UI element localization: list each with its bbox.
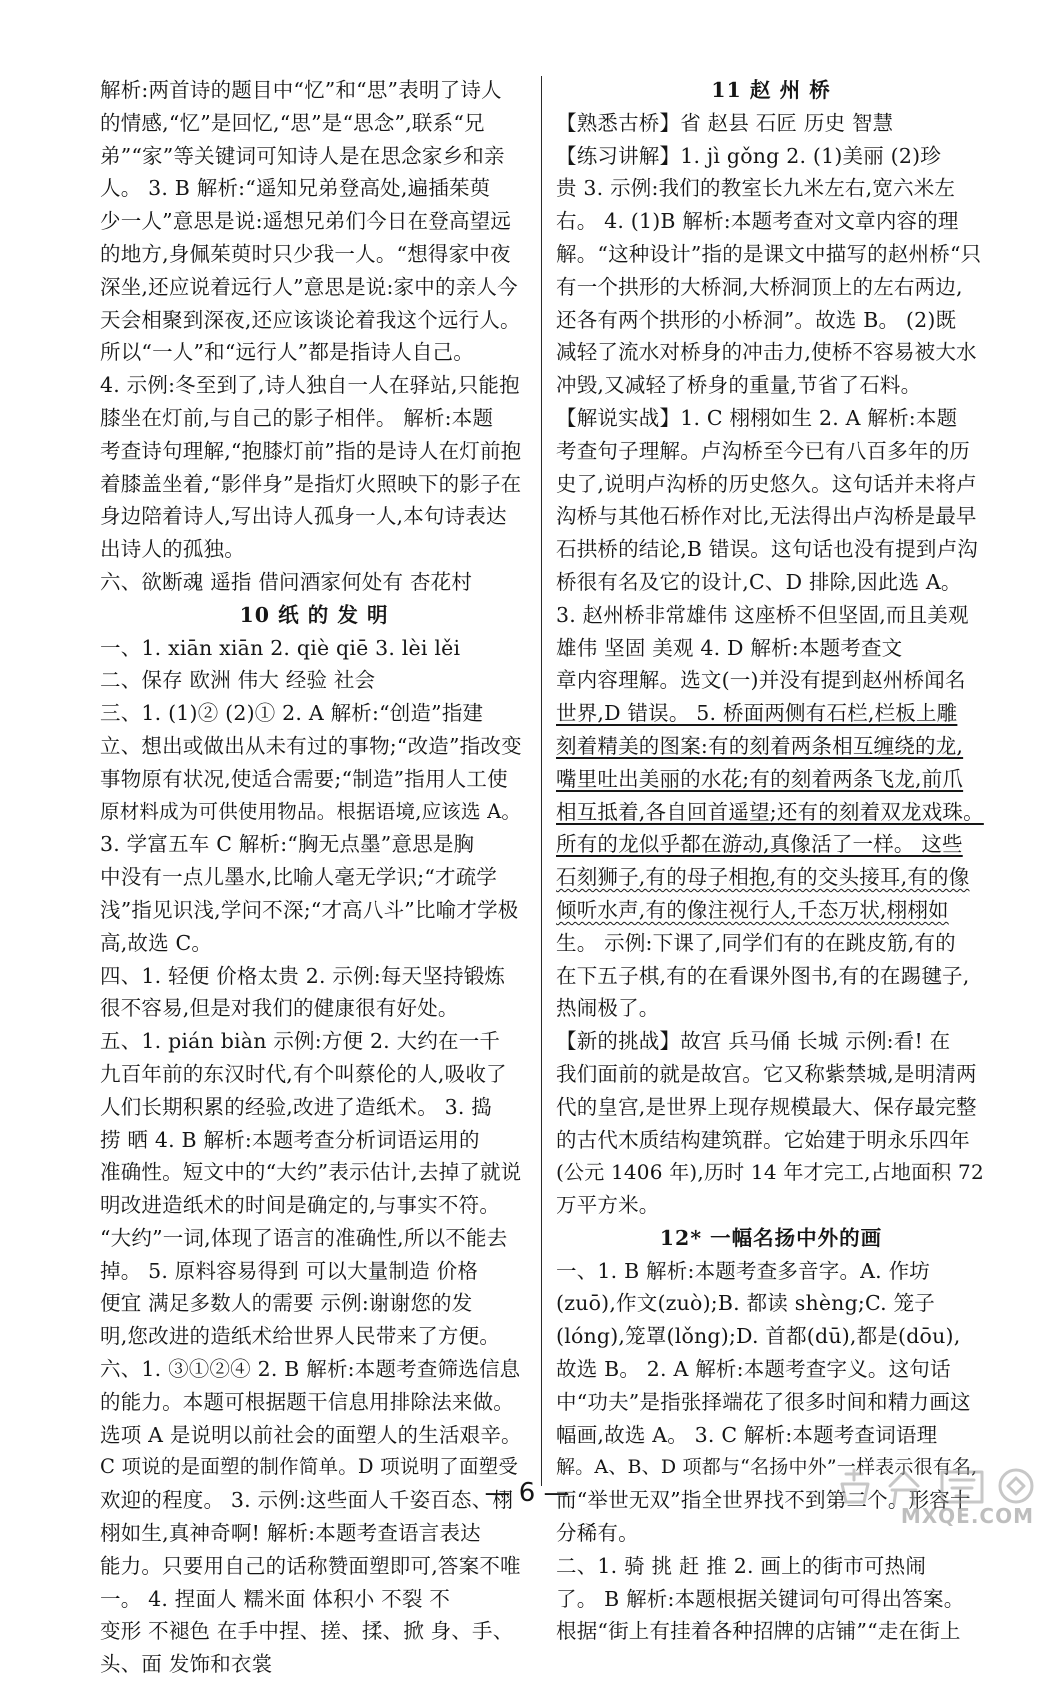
answer-line: 石拱桥的结论,B 错误。这句话也没有提到卢沟 — [556, 537, 978, 562]
answer-line: 右。 4. (1)B 解析:本题考查对文章内容的理 — [556, 209, 959, 234]
answer-line: 故选 B。 2. A 解析:本题考查字义。这句话 — [556, 1357, 951, 1382]
answer-line: 代的皇宫,是世界上现存规模最大、保存最完整 — [556, 1094, 977, 1119]
answer-line: 热闹极了。 — [556, 996, 660, 1021]
answer-line: 着膝盖坐着,“影伴身”是指灯火照映下的影子在 — [100, 471, 522, 496]
answer-line: 天会相聚到深夜,还应该谈论着我这个远行人。 — [100, 307, 521, 332]
answer-line: 一、1. B 解析:本题考查多音字。A. 作坊 — [556, 1258, 930, 1283]
answer-line: 史了,说明卢沟桥的历史悠久。这句话并未将卢 — [556, 471, 977, 496]
answer-line: 减轻了流水对桥身的冲击力,使桥不容易被大水 — [556, 340, 977, 365]
answer-line: 立、想出或做出从未有过的事物;“改造”指改变 — [100, 733, 522, 758]
answer-line: 分稀有。 — [556, 1521, 639, 1546]
answer-line: 出诗人的孤独。 — [100, 537, 245, 562]
column-divider — [541, 76, 542, 1486]
answer-line: 六、1. ③①②④ 2. B 解析:本题考查筛选信息 — [100, 1357, 521, 1382]
answer-line: 的情感,“忆”是回忆,“思”是“思念”,联系“兄 — [100, 110, 485, 135]
answer-line: 嘴里吐出美丽的水花;有的刻着两条飞龙,前爪 — [556, 766, 964, 791]
answer-line: 解。A、B、D 项都与“名扬中外”一样表示很有名, — [556, 1456, 978, 1479]
answer-line: 章内容理解。选文(一)并没有提到赵州桥闻名 — [556, 668, 966, 693]
answer-line: 还各有两个拱形的小桥洞”。故选 B。 (2)既 — [556, 307, 957, 332]
answer-line: 解析:两首诗的题目中“忆”和“思”表明了诗人 — [100, 78, 502, 102]
answer-line: 二、1. 骑 挑 赶 推 2. 画上的街市可热闹 — [556, 1553, 927, 1578]
answer-line: 高,故选 C。 — [100, 930, 213, 955]
answer-line: 捞 晒 4. B 解析:本题考查分析词语运用的 — [100, 1127, 480, 1152]
answer-line: 中“功夫”是指张择端花了很多时间和精力画这 — [556, 1389, 971, 1414]
answer-line: (lóng),笼罩(lǒng);D. 首都(dū),都是(dōu), — [556, 1324, 961, 1349]
answer-line: 的地方,身佩茱萸时只少我一人。“想得家中夜 — [100, 241, 511, 266]
answer-line: 【练习讲解】1. jì gǒng 2. (1)美丽 (2)珍 — [556, 143, 941, 168]
answer-line: 六、欲断魂 遥指 借问酒家何处有 杏花村 — [100, 569, 473, 594]
answer-line: 解。“这种设计”指的是课文中描写的赵州桥“只 — [556, 241, 982, 266]
answer-line: 沟桥与其他石桥作对比,无法得出卢沟桥是最早 — [556, 504, 977, 529]
answer-line: 【解说实战】1. C 栩栩如生 2. A 解析:本题 — [556, 405, 958, 430]
right-answer-column — [556, 74, 986, 1648]
answer-line: 生。 示例:下课了,同学们有的在跳皮筋,有的 — [556, 930, 956, 955]
watermark-logo — [832, 1466, 1040, 1506]
answer-line: 人们长期积累的经验,改进了造纸术。 3. 捣 — [100, 1094, 493, 1119]
answer-line: 3. 学富五车 C 解析:“胸无点墨”意思是胸 — [100, 832, 475, 857]
answer-line: 栩如生,真神奇啊! 解析:本题考查语言表达 — [100, 1521, 481, 1546]
answer-line: 所以“一人”和“远行人”都是指诗人自己。 — [100, 340, 474, 365]
answer-line: 掉。 5. 原料容易得到 可以大量制造 价格 — [100, 1258, 479, 1283]
answer-line: 九百年前的东汉时代,有个叫蔡伦的人,吸收了 — [100, 1061, 507, 1086]
answer-line: 一。 4. 捏面人 糯米面 体积小 不裂 不 — [100, 1586, 451, 1611]
page-number: — 6 — — [484, 1478, 570, 1508]
answer-line: 明改进造纸术的时间是确定的,与事实不符。 — [100, 1193, 501, 1218]
answer-line: 很不容易,但是对我们的健康很有好处。 — [100, 996, 459, 1021]
answer-line: 五、1. pián biàn 示例:方便 2. 大约在一千 — [100, 1029, 501, 1054]
answer-line: 所有的龙似乎都在游动,真像活了一样。 这些 — [556, 832, 963, 857]
answer-line: 膝坐在灯前,与自己的影子相伴。 解析:本题 — [100, 405, 494, 430]
section-title: 10 纸 的 发 明 — [239, 602, 389, 627]
answer-line: 欢迎的程度。 3. 示例:这些面人千姿百态、栩 — [100, 1488, 514, 1513]
answer-line: 雄伟 坚固 美观 4. D 解析:本题考查文 — [556, 635, 903, 660]
answer-line: 有一个拱形的大桥洞,大桥洞顶上的左右两边, — [556, 274, 963, 299]
answer-line: 四、1. 轻便 价格太贵 2. 示例:每天坚持锻炼 — [100, 963, 506, 988]
answer-line: 深坐,还应说着远行人”意思是说:家中的亲人今 — [100, 274, 518, 299]
answer-line: 了。 B 解析:本题根据关键词句可得出答案。 — [556, 1586, 965, 1611]
answer-line: 刻着精美的图案:有的刻着两条相互缠绕的龙, — [556, 733, 964, 758]
answer-line: 少一人”意思是说:遥想兄弟们今日在登高望远 — [100, 209, 512, 234]
answer-line: 桥很有名及它的设计,C、D 排除,因此选 A。 — [556, 569, 962, 594]
answer-line: 头、面 发饰和衣裳 — [100, 1652, 273, 1677]
answer-line: 倾听水声,有的像注视行人,千态万状,栩栩如 — [556, 897, 949, 922]
answer-line: 便宜 满足多数人的需要 示例:谢谢您的发 — [100, 1291, 473, 1316]
answer-line: 三、1. (1)② (2)① 2. A 解析:“创造”指建 — [100, 701, 484, 726]
answer-line: 选项 A 是说明以前社会的面塑人的生活艰辛。 — [100, 1422, 522, 1447]
answer-line: 在下五子棋,有的在看课外图书,有的在踢毽子, — [556, 963, 970, 988]
answer-line: 而“举世无双”指全世界找不到第二个。形容十 — [556, 1488, 971, 1513]
answer-line: 变形 不褪色 在手中捏、搓、揉、掀 身、手、 — [100, 1619, 514, 1644]
answer-line: 万平方米。 — [556, 1193, 660, 1218]
answer-line: 明,您改进的造纸术给世界人民带来了方便。 — [100, 1324, 501, 1349]
section-title: 11 赵 州 桥 — [711, 78, 831, 102]
answer-line: 石刻狮子,有的母子相抱,有的交头接耳,有的像 — [556, 865, 970, 890]
answer-line: 的古代木质结构建筑群。它始建于明永乐四年 — [556, 1127, 970, 1152]
watermark-url: MXQE.COM — [900, 1504, 1034, 1528]
answer-line: 我们面前的就是故宫。它又称紫禁城,是明清两 — [556, 1061, 977, 1086]
answer-line: 人。 3. B 解析:“遥知兄弟登高处,遍插茱萸 — [100, 176, 491, 201]
answer-line: 考查诗句理解,“抱膝灯前”指的是诗人在灯前抱 — [100, 438, 522, 463]
answer-line: (zuō),作文(zuò);B. 都读 shèng;C. 笼子 — [556, 1291, 935, 1316]
answer-line: 相互抵着,各自回首遥望;还有的刻着双龙戏珠。 — [556, 799, 984, 824]
answer-line: “大约”一词,体现了语言的准确性,所以不能去 — [100, 1225, 508, 1250]
watermark — [832, 1466, 1040, 1528]
answer-line: 能力。只要用自己的话称赞面塑即可,答案不唯 — [100, 1553, 521, 1578]
answer-line: 原材料成为可供使用物品。根据语境,应该选 A。 — [100, 799, 522, 823]
answer-line: 3. 赵州桥非常雄伟 这座桥不但坚固,而且美观 — [556, 602, 969, 627]
answer-line: 一、1. xiān xiān 2. qiè qiē 3. lèi lěi — [100, 635, 461, 660]
answer-line: 根据“街上有挂着各种招牌的店铺”“走在街上 — [556, 1619, 961, 1644]
answer-line: 幅画,故选 A。 3. C 解析:本题考查词语理 — [556, 1422, 938, 1447]
answer-line: 的能力。本题可根据题干信息用排除法来做。 — [100, 1389, 514, 1414]
answer-line: 准确性。短文中的“大约”表示估计,去掉了就说 — [100, 1160, 522, 1185]
section-title: 12* 一幅名扬中外的画 — [659, 1225, 883, 1250]
answer-line: 事物原有状况,使适合需要;“制造”指用人工使 — [100, 766, 508, 791]
left-answer-column — [100, 74, 528, 1681]
answer-line: 中没有一点儿墨水,比喻人毫无学识;“才疏学 — [100, 865, 498, 890]
answer-line: 【熟悉古桥】省 赵县 石匠 历史 智慧 — [556, 110, 894, 135]
answer-line: 考查句子理解。卢沟桥至今已有八百多年的历 — [556, 438, 970, 463]
answer-line: 身边陪着诗人,写出诗人孤身一人,本句诗表达 — [100, 504, 507, 529]
answer-line: 冲毁,又减轻了桥身的重量,节省了石料。 — [556, 373, 922, 398]
answer-line: 浅”指见识浅,学问不深;“才高八斗”比喻才学极 — [100, 897, 519, 922]
answer-line: 贵 3. 示例:我们的教室长九米左右,宽六米左 — [556, 176, 956, 201]
answer-line: 弟”“家”等关键词可知诗人是在思念家乡和亲 — [100, 143, 505, 168]
answer-line: C 项说的是面塑的制作简单。D 项说明了面塑受 — [100, 1455, 519, 1479]
answer-line: 【新的挑战】故宫 兵马俑 长城 示例:看! 在 — [556, 1029, 951, 1054]
answer-line: 4. 示例:冬至到了,诗人独自一人在驿站,只能抱 — [100, 373, 520, 398]
answer-line: 世界,D 错误。 5. 桥面两侧有石栏,栏板上雕 — [556, 701, 958, 726]
answer-line: (公元 1406 年),历时 14 年才完工,占地面积 72 — [556, 1160, 984, 1185]
answer-line: 二、保存 欧洲 伟大 经验 社会 — [100, 668, 376, 693]
